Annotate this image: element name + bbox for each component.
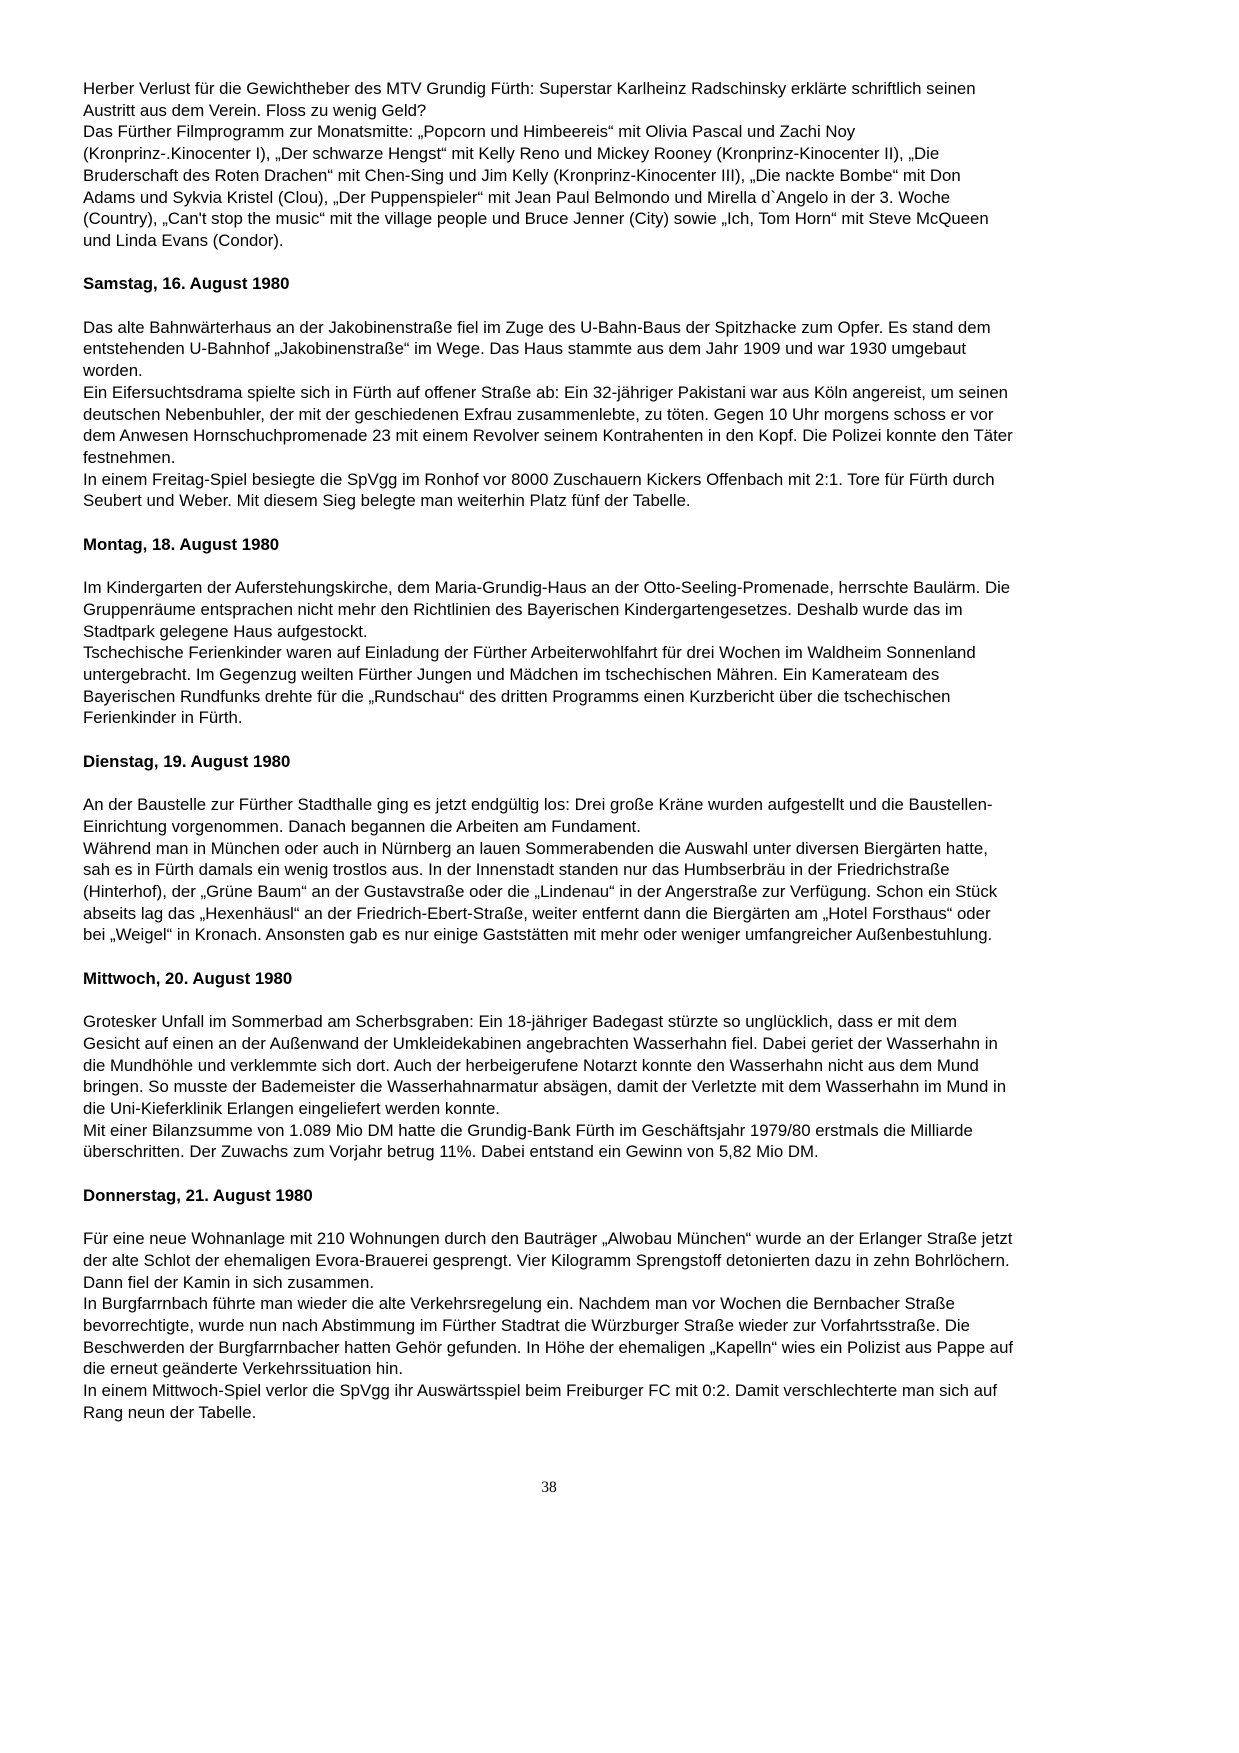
page-number: 38 (541, 1479, 557, 1496)
paragraph-grundig-bank: Mit einer Bilanzsumme von 1.089 Mio DM hatte die Grundig-Bank Fürth im Geschäftsjahr 1979/80 erstmals die Milliarde überschritten. Der Zuwachs zum Vorjahr betrug 11%. Dabei entstand ein Gewinn von 5,82 Mio DM. (83, 1120, 973, 1162)
paragraph-eifersuchtsdrama: Ein Eifersuchtsdrama spielte sich in Fürth auf offener Straße ab: Ein 32-jähriger Pakistani war aus Köln angereist, um seinen deutschen Nebenbuhler, der mit der geschiedenen Exfrau zusammenlebte, zu töten. Gegen 10 Uhr morgens schoss er vor dem Anwesen Hornschuchpromenade 23 mit einem Revolver seinem Kontrahenten in den Kopf. Die Polizei konnte den Täter festnehmen. (83, 382, 1013, 467)
heading-dienstag-19-august: Dienstag, 19. August 1980 (83, 751, 291, 771)
heading-mittwoch-20-august: Mittwoch, 20. August 1980 (83, 968, 293, 988)
paragraph-stadthalle-baustelle: An der Baustelle zur Fürther Stadthalle ging es jetzt endgültig los: Drei große Kräne wurden aufgestellt und die Baustellen-Einrichtung vorgenommen. Danach begannen die Arbeiten am Fundament. (83, 795, 993, 836)
paragraph-mittwoch-spiel: In einem Mittwoch-Spiel verlor die SpVgg ihr Auswärtsspiel beim Freiburger FC mit 0:2. Damit verschlechterte man sich auf Rang neun der Tabelle. (83, 1381, 997, 1422)
paragraph-biergaerten: Während man in München oder auch in Nürnberg an lauen Sommerabenden die Auswahl unter diversen Biergärten hatte, sah es in Fürth damals ein wenig trostlos aus. In der Innenstadt standen nur das Humbserbräu in der Friedrichstraße (Hinterhof), der „Grüne Baum“ an der Gustavstraße oder die „Lindenau“ in der Angerstraße zur Verfügung. Schon ein Stück abseits lag das „Hexenhäusl“ an der Friedrich-Ebert-Straße, weiter entfernt dann die Biergärten am „Hotel Forsthaus“ oder bei „Weigel“ in Kronach. Ansonsten gab es nur einige Gaststätten mit mehr oder weniger umfangreicher Außenbestuhlung. (83, 838, 998, 945)
heading-donnerstag-21-august: Donnerstag, 21. August 1980 (83, 1185, 313, 1205)
paragraph-freitag-spiel: In einem Freitag-Spiel besiegte die SpVgg im Ronhof vor 8000 Zuschauern Kickers Offenbach mit 2:1. Tore für Fürth durch Seubert und Weber. Mit diesem Sieg belegte man weiterhin Platz fünf der Tabelle. (83, 469, 995, 511)
heading-samstag-16-august: Samstag, 16. August 1980 (83, 274, 290, 294)
paragraph-burgfarrnbach-verkehr: In Burgfarrnbach führte man wieder die alte Verkehrsregelung ein. Nachdem man vor Wochen die Bernbacher Straße bevorrechtigte, wurde nun nach Abstimmung im Fürther Stadtrat die Würzburger Straße wieder zur Vorfahrtsstraße. Die Beschwerden der Burgfarrnbacher hatten Gehör gefunden. In Höhe der ehemaligen „Kapelln“ wies ein Polizist aus Pappe auf die erneut geänderte Verkehrssituation hin. (83, 1294, 1014, 1379)
paragraph-schlot-sprengung: Für eine neue Wohnanlage mit 210 Wohnungen durch den Bauträger „Alwobau München“ wurde an der Erlanger Straße jetzt der alte Schlot der ehemaligen Evora-Brauerei gesprengt. Vier Kilogramm Sprengstoff detonierten dazu in zehn Bohrlöchern. Dann fiel der Kamin in sich zusammen. (83, 1229, 1013, 1292)
paragraph-ferienkinder: Tschechische Ferienkinder waren auf Einladung der Fürther Arbeiterwohlfahrt für drei Wochen im Waldheim Sonnenland untergebracht. Im Gegenzug weilten Fürther Jungen und Mädchen im tschechischen Mähren. Ein Kamerateam des Bayerischen Rundfunks drehte für die „Rundschau“ des dritten Programms einen Kurzbericht über die tschechischen Ferienkinder in Fürth. (83, 643, 976, 728)
paragraph-kindergarten: Im Kindergarten der Auferstehungskirche, dem Maria-Grundig-Haus an der Otto-Seeling-Promenade, herrschte Baulärm. Die Gruppenräume entsprachen nicht mehr den Richtlinien des Bayerischen Kindergartengesetzes. Deshalb wurde das im Stadtpark gelegene Haus aufgestockt. (83, 578, 1011, 641)
heading-montag-18-august: Montag, 18. August 1980 (83, 534, 280, 554)
paragraph-bahnwaerterhaus: Das alte Bahnwärterhaus an der Jakobinenstraße fiel im Zuge des U-Bahn-Baus der Spitzhacke zum Opfer. Es stand dem entstehenden U-Bahnhof „Jakobinenstraße“ im Wege. Das Haus stammte aus dem Jahr 1909 und war 1930 umgebaut worden. (83, 317, 991, 381)
document-content (83, 78, 1015, 1423)
paragraph-sommerbad-unfall: Grotesker Unfall im Sommerbad am Scherbsgraben: Ein 18-jähriger Badegast stürzte so unglücklich, dass er mit dem Gesicht auf einen an der Außenwand der Umkleidekabinen angebrachten Wasserhahn fiel. Dabei geriet der Wasserhahn in die Mundhöhle und verklemmte sich dort. Auch der herbeigerufene Notarzt konnte den Wasserhahn nicht aus dem Mund bringen. So musste der Bademeister die Wasserhahnarmatur absägen, damit der Verletzte mit dem Wasserhahn im Mund in die Uni-Kieferklinik Erlangen eingeliefert werden konnte. (83, 1012, 1007, 1118)
paragraph-film-program: Das Fürther Filmprogramm zur Monatsmitte: „Popcorn und Himbeereis“ mit Olivia Pascal und Zachi Noy (Kronprinz-.Kinocenter I), „Der schwarze Hengst“ mit Kelly Reno und Mickey Rooney (Kronprinz-Kinocenter II), „Die Bruderschaft des Roten Drachen“ mit Chen-Sing und Jim Kelly (Kronprinz-Kinocenter III), „Die nackte Bombe“ mit Don Adams und Sykvia Kristel (Clou), „Der Puppenspieler“ mit Jean Paul Belmondo und Mirella d`Angelo in der 3. Woche (Country), „Can't stop the music“ mit the village people und Bruce Jenner (City) sowie „Ich, Tom Horn“ mit Steve McQueen und Linda Evans (Condor). (83, 122, 989, 250)
paragraph-weightlifter-loss: Herber Verlust für die Gewichtheber des MTV Grundig Fürth: Superstar Karlheinz Radschinsky erklärte schriftlich seinen Austritt aus dem Verein. Floss zu wenig Geld? (83, 79, 976, 120)
